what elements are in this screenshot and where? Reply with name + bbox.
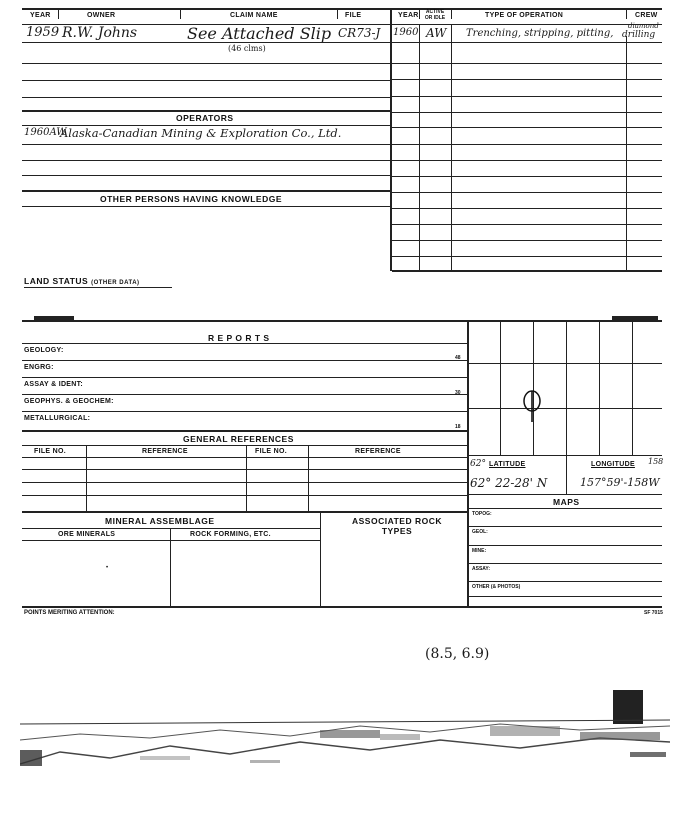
header-file: FILE bbox=[345, 12, 362, 19]
row-line bbox=[468, 581, 662, 582]
stray-mark: • bbox=[106, 565, 109, 571]
land-status-label bbox=[24, 276, 140, 286]
lon-suffix: 158 bbox=[648, 457, 664, 466]
col-reference-2: REFERENCE bbox=[355, 448, 401, 455]
row-line bbox=[392, 96, 662, 97]
divider bbox=[308, 445, 309, 511]
report-geophys: GEOPHYS. & GEOCHEM: bbox=[24, 398, 114, 405]
maps-assay: ASSAY: bbox=[472, 566, 491, 572]
row-line bbox=[22, 394, 467, 395]
report-num-18: 18 bbox=[455, 424, 461, 430]
row-line bbox=[392, 270, 662, 272]
divider bbox=[320, 511, 321, 606]
row-line bbox=[392, 256, 662, 257]
row-line bbox=[468, 563, 662, 564]
row-line bbox=[22, 63, 390, 64]
header-year: YEAR bbox=[30, 12, 51, 19]
col-file-no-2: FILE NO. bbox=[255, 448, 287, 455]
row-line bbox=[392, 144, 662, 145]
coordinates-note: (8.5, 6.9) bbox=[425, 646, 490, 662]
report-metallurgical: METALLURGICAL: bbox=[24, 415, 91, 422]
row-line bbox=[180, 42, 390, 43]
grid-line bbox=[500, 321, 501, 455]
row-line bbox=[22, 160, 390, 161]
divider bbox=[246, 445, 247, 511]
row-line bbox=[392, 176, 662, 177]
points-meriting-label: POINTS MERITING ATTENTION: bbox=[24, 610, 115, 616]
grid-line bbox=[468, 363, 662, 364]
operation-type-value: Trenching, stripping, pitting, bbox=[466, 28, 614, 39]
grid-line bbox=[566, 321, 567, 455]
report-num-48: 48 bbox=[455, 355, 461, 361]
owner-name-value: R.W. Johns bbox=[62, 25, 138, 41]
longitude-value: 157°59'-158W bbox=[580, 476, 660, 489]
row-line bbox=[392, 112, 662, 113]
row-line bbox=[392, 127, 662, 128]
operator-name: Alaska-Canadian Mining & Exploration Co., Ltd. bbox=[60, 126, 342, 140]
associated-rock-types-label: ASSOCIATED ROCK TYPES bbox=[352, 516, 442, 536]
land-status-sub: (OTHER DATA) bbox=[91, 280, 140, 286]
claim-name-value: See Attached Slip bbox=[187, 24, 332, 43]
header-claim-name: CLAIM NAME bbox=[230, 12, 278, 19]
grid-line bbox=[599, 321, 600, 455]
row-line bbox=[468, 526, 662, 527]
maps-geol: GEOL: bbox=[472, 529, 488, 535]
operation-year-value: 1960 bbox=[393, 27, 419, 38]
row-line bbox=[22, 42, 182, 43]
row-line bbox=[22, 190, 390, 192]
latitude-value: 62° 22-28' N bbox=[470, 476, 548, 490]
row-line bbox=[22, 528, 320, 529]
header-active-idle: ACTIVE OR IDLE bbox=[424, 9, 446, 21]
divider bbox=[180, 9, 181, 19]
header-owner: OWNER bbox=[87, 12, 116, 19]
divider bbox=[451, 9, 452, 19]
col-file-no-1: FILE NO. bbox=[34, 448, 66, 455]
row-line bbox=[468, 494, 662, 495]
active-idle-value: AW bbox=[426, 26, 447, 40]
row-line bbox=[392, 208, 662, 209]
row-line bbox=[392, 79, 662, 80]
maps-title: MAPS bbox=[553, 497, 580, 507]
row-line bbox=[22, 80, 390, 81]
divider bbox=[58, 9, 59, 19]
operator-year: 1960AW bbox=[24, 127, 67, 138]
row-line bbox=[22, 430, 467, 432]
row-line bbox=[22, 411, 467, 412]
divider bbox=[626, 36, 627, 270]
col-reference-1: REFERENCE bbox=[142, 448, 188, 455]
row-line bbox=[22, 110, 390, 112]
row-line bbox=[22, 175, 390, 176]
claim-count-note: (46 clms) bbox=[228, 44, 266, 53]
row-line bbox=[22, 511, 467, 513]
top-border bbox=[22, 8, 662, 10]
top-section-divider bbox=[390, 9, 392, 271]
row-line bbox=[22, 540, 320, 541]
ore-minerals-label: ORE MINERALS bbox=[58, 531, 116, 538]
divider bbox=[337, 9, 338, 19]
lat-prefix: 62° bbox=[470, 459, 486, 469]
row-line bbox=[22, 445, 467, 446]
divider bbox=[86, 445, 87, 511]
maps-topog: TOPOG: bbox=[472, 511, 492, 517]
bottom-border bbox=[22, 606, 662, 608]
land-status-text: LAND STATUS bbox=[24, 276, 89, 286]
divider bbox=[566, 455, 567, 495]
divider bbox=[626, 9, 627, 19]
divider bbox=[451, 24, 452, 270]
header-type-operation: TYPE OF OPERATION bbox=[485, 12, 564, 19]
crew-note-top: diamond bbox=[628, 22, 659, 30]
land-status-underline bbox=[24, 287, 172, 288]
mineral-assemblage-title: MINERAL ASSEMBLAGE bbox=[105, 516, 215, 526]
general-references-title: GENERAL REFERENCES bbox=[183, 434, 294, 444]
maps-mine: MINE: bbox=[472, 548, 487, 554]
owner-year-value: 1959 bbox=[26, 25, 60, 40]
row-line bbox=[392, 42, 662, 43]
latitude-label: LATITUDE bbox=[489, 461, 526, 468]
maps-other: OTHER (& PHOTOS) bbox=[472, 584, 521, 590]
row-line bbox=[392, 224, 662, 225]
row-line bbox=[392, 240, 662, 241]
divider bbox=[170, 528, 171, 606]
row-line bbox=[22, 343, 467, 344]
report-num-30: 30 bbox=[455, 390, 461, 396]
header-crew: CREW bbox=[635, 12, 658, 19]
divider bbox=[419, 9, 420, 19]
row-line bbox=[22, 360, 467, 361]
row-line bbox=[22, 144, 390, 145]
row-line bbox=[468, 508, 662, 509]
file-value: CR73-J bbox=[338, 26, 381, 40]
row-line bbox=[22, 482, 467, 483]
row-line bbox=[22, 377, 467, 378]
row-line bbox=[22, 97, 390, 98]
row-line bbox=[22, 457, 467, 458]
grid-line bbox=[468, 408, 662, 409]
form-number: SF 7015 bbox=[644, 610, 663, 616]
row-line bbox=[392, 192, 662, 193]
longitude-label: LONGITUDE bbox=[591, 461, 635, 468]
location-pin-mark bbox=[518, 388, 546, 424]
report-engrg: ENGRG: bbox=[24, 364, 54, 371]
report-geology: GEOLOGY: bbox=[24, 347, 64, 354]
row-line bbox=[22, 469, 467, 470]
reports-title: R E P O R T S bbox=[208, 333, 270, 343]
report-assay: ASSAY & IDENT: bbox=[24, 381, 84, 388]
other-persons-label: OTHER PERSONS HAVING KNOWLEDGE bbox=[100, 194, 283, 204]
row-line bbox=[22, 206, 390, 207]
crew-note-bottom: drilling bbox=[622, 30, 656, 40]
row-line bbox=[468, 545, 662, 546]
grid-line bbox=[468, 455, 662, 456]
grid-line bbox=[632, 321, 633, 455]
scan-noise bbox=[20, 712, 670, 772]
divider bbox=[419, 24, 420, 270]
operators-label: OPERATORS bbox=[176, 113, 234, 123]
header-year-2: YEAR bbox=[398, 12, 419, 19]
row-line bbox=[22, 495, 467, 496]
row-line bbox=[392, 63, 662, 64]
row-line bbox=[468, 596, 662, 597]
rock-forming-label: ROCK FORMING, ETC. bbox=[190, 531, 271, 538]
row-line bbox=[392, 160, 662, 161]
